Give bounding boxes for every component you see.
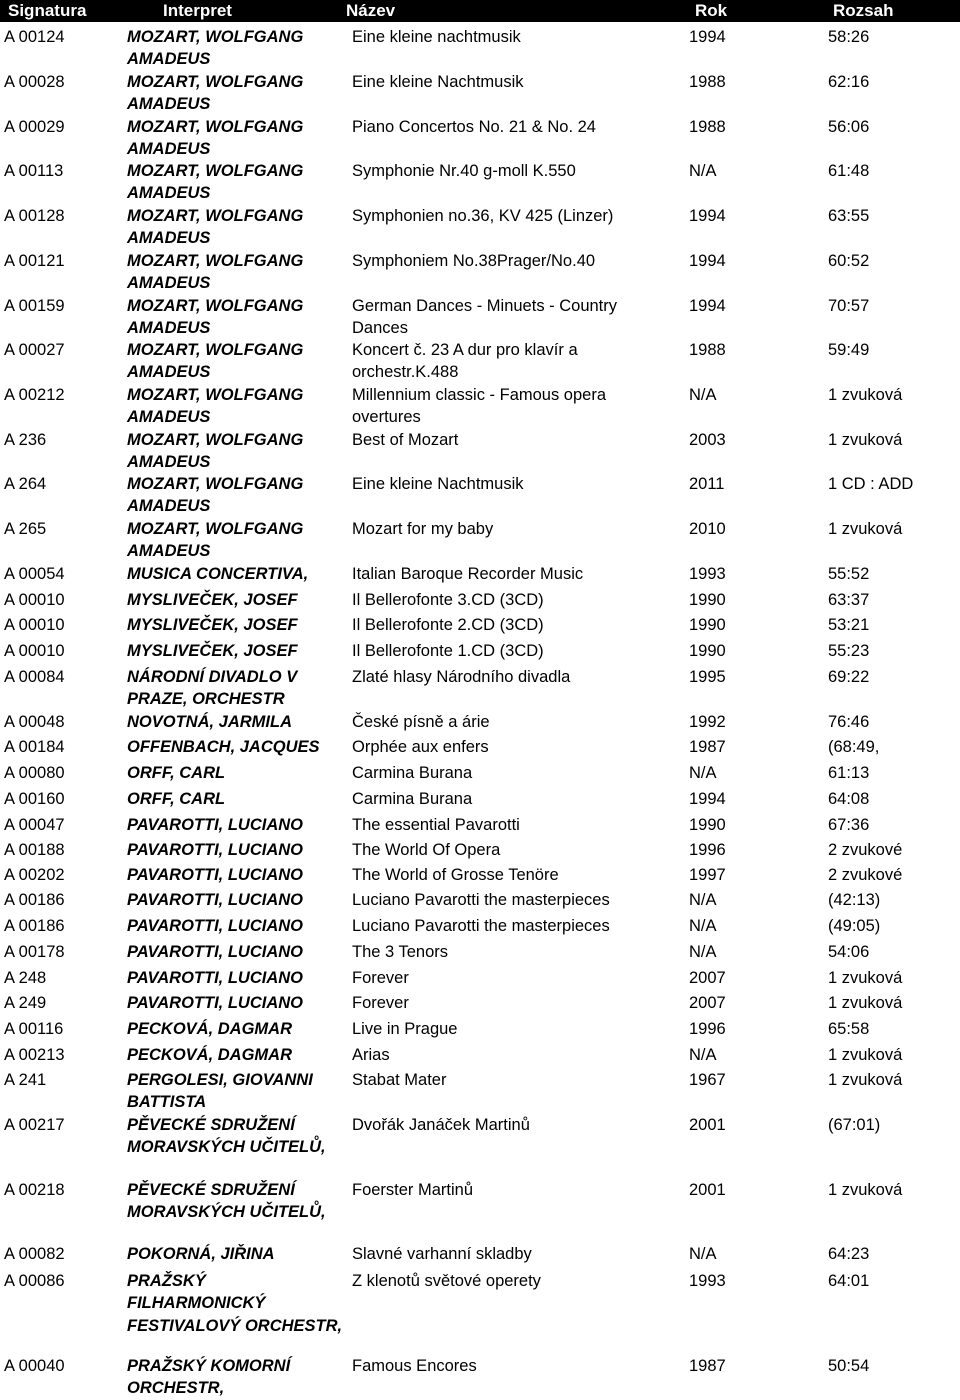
header-rok: Rok <box>695 1 728 20</box>
cell-rozsah: 61:13 <box>828 764 870 782</box>
cell-interpret: MOZART, WOLFGANG AMADEUS <box>127 297 304 338</box>
cell-interpret: PAVAROTTI, LUCIANO <box>127 994 303 1012</box>
cell-signatura: A 00116 <box>4 1020 64 1038</box>
cell-signatura: A 00178 <box>4 943 65 961</box>
cell-rozsah: 69:22 <box>828 668 870 686</box>
cell-rok: 1993 <box>689 1272 726 1290</box>
cell-signatura: A 265 <box>4 520 47 538</box>
cell-interpret: MOZART, WOLFGANG AMADEUS <box>127 431 304 472</box>
cell-rok: 2007 <box>689 969 726 987</box>
cell-nazev: Carmina Burana <box>352 790 473 808</box>
cell-nazev: Eine kleine Nachtmusik <box>352 475 524 493</box>
cell-nazev: Millennium classic - Famous opera overtures <box>352 386 607 427</box>
cell-rozsah: 61:48 <box>828 162 870 180</box>
cell-rok: 1992 <box>689 713 726 731</box>
cell-interpret: NOVOTNÁ, JARMILA <box>127 713 292 731</box>
cell-rok: N/A <box>689 386 717 404</box>
cell-signatura: A 00159 <box>4 297 65 315</box>
cell-rok: 1996 <box>689 841 726 859</box>
cell-nazev: Symphoniem No.38Prager/No.40 <box>352 252 596 270</box>
cell-interpret: PAVAROTTI, LUCIANO <box>127 841 303 859</box>
cell-nazev: Il Bellerofonte 2.CD (3CD) <box>352 616 544 634</box>
cell-nazev: Forever <box>352 969 409 987</box>
cell-interpret: MYSLIVEČEK, JOSEF <box>127 591 298 609</box>
cell-signatura: A 236 <box>4 431 47 449</box>
cell-rozsah: 59:49 <box>828 341 870 359</box>
cell-rozsah: 1 zvuková <box>828 1046 903 1064</box>
cell-rok: 1988 <box>689 118 726 136</box>
cell-rok: 1997 <box>689 866 726 884</box>
cell-signatura: A 00124 <box>4 28 65 46</box>
cell-nazev: Symphonie Nr.40 g-moll K.550 <box>352 162 576 180</box>
cell-rok: 1990 <box>689 816 726 834</box>
cell-nazev: Famous Encores <box>352 1357 477 1375</box>
cell-interpret: MOZART, WOLFGANG AMADEUS <box>127 252 304 293</box>
cell-nazev: Z klenotů světové operety <box>352 1272 541 1290</box>
cell-rok: 2003 <box>689 431 726 449</box>
cell-nazev: Forever <box>352 994 409 1012</box>
cell-signatura: A 00188 <box>4 841 65 859</box>
cell-interpret: PAVAROTTI, LUCIANO <box>127 816 303 834</box>
cell-nazev: The World of Grosse Tenöre <box>352 866 559 884</box>
cell-signatura: A 241 <box>4 1071 47 1089</box>
cell-interpret: PRAŽSKÝ FILHARMONICKÝ FESTIVALOVÝ ORCHESTR, <box>127 1272 343 1335</box>
cell-rozsah: 1 zvuková <box>828 520 903 538</box>
cell-rozsah: 53:21 <box>828 616 870 634</box>
cell-nazev: České písně a árie <box>352 713 490 731</box>
cell-rozsah: 55:52 <box>828 565 870 583</box>
cell-signatura: A 00218 <box>4 1181 65 1199</box>
cell-signatura: A 00113 <box>4 162 64 180</box>
cell-rozsah: 1 CD : ADD <box>828 475 914 493</box>
cell-interpret: MOZART, WOLFGANG AMADEUS <box>127 386 304 427</box>
cell-nazev: Live in Prague <box>352 1020 458 1038</box>
cell-rok: 2010 <box>689 520 726 538</box>
cell-signatura: A 00054 <box>4 565 65 583</box>
cell-rok: 1990 <box>689 642 726 660</box>
cell-rok: N/A <box>689 162 717 180</box>
cell-nazev: Il Bellerofonte 1.CD (3CD) <box>352 642 544 660</box>
cell-nazev: Dvořák Janáček Martinů <box>352 1116 530 1134</box>
cell-nazev: Eine kleine Nachtmusik <box>352 73 524 91</box>
cell-nazev: Luciano Pavarotti the masterpieces <box>352 891 610 909</box>
cell-rok: 1988 <box>689 341 726 359</box>
cell-interpret: OFFENBACH, JACQUES <box>127 738 320 756</box>
cell-signatura: A 00186 <box>4 891 65 909</box>
cell-interpret: MOZART, WOLFGANG AMADEUS <box>127 28 304 69</box>
cell-rozsah: 63:37 <box>828 591 870 609</box>
cell-signatura: A 00029 <box>4 118 65 136</box>
cell-rok: 1996 <box>689 1020 726 1038</box>
cell-interpret: ORFF, CARL <box>127 790 226 808</box>
cell-interpret: PRAŽSKÝ KOMORNÍ ORCHESTR, <box>127 1357 291 1398</box>
cell-interpret: MOZART, WOLFGANG AMADEUS <box>127 207 304 248</box>
cell-rok: 1967 <box>689 1071 726 1089</box>
cell-nazev: Il Bellerofonte 3.CD (3CD) <box>352 591 544 609</box>
cell-rozsah: 63:55 <box>828 207 870 225</box>
cell-rozsah: 1 zvuková <box>828 1071 903 1089</box>
cell-rozsah: 65:58 <box>828 1020 870 1038</box>
cell-rozsah: 76:46 <box>828 713 870 731</box>
cell-nazev: Italian Baroque Recorder Music <box>352 565 584 583</box>
cell-rok: 2001 <box>689 1181 726 1199</box>
cell-interpret: MYSLIVEČEK, JOSEF <box>127 642 298 660</box>
cell-rozsah: 1 zvuková <box>828 431 903 449</box>
cell-signatura: A 00128 <box>4 207 65 225</box>
cell-nazev: Orphée aux enfers <box>352 738 489 756</box>
cell-rozsah: 1 zvuková <box>828 386 903 404</box>
cell-interpret: PERGOLESI, GIOVANNI BATTISTA <box>127 1071 313 1112</box>
cell-signatura: A 00010 <box>4 616 65 634</box>
cell-signatura: A 00040 <box>4 1357 65 1375</box>
cell-nazev: Foerster Martinů <box>352 1181 474 1199</box>
cell-nazev: Zlaté hlasy Národního divadla <box>352 668 571 686</box>
cell-nazev: Eine kleine nachtmusik <box>352 28 521 46</box>
cell-rok: 2007 <box>689 994 726 1012</box>
cell-nazev: Mozart for my baby <box>352 520 494 538</box>
cell-signatura: A 00010 <box>4 642 65 660</box>
cell-interpret: PAVAROTTI, LUCIANO <box>127 891 303 909</box>
cell-rok: 1987 <box>689 1357 726 1375</box>
cell-interpret: POKORNÁ, JIŘINA <box>127 1245 275 1263</box>
cell-signatura: A 248 <box>4 969 47 987</box>
cell-rok: N/A <box>689 1046 717 1064</box>
cell-rozsah: 64:01 <box>828 1272 870 1290</box>
cell-rozsah: 70:57 <box>828 297 870 315</box>
cell-rok: 1990 <box>689 591 726 609</box>
cell-signatura: A 00047 <box>4 816 65 834</box>
cell-rozsah: 64:08 <box>828 790 870 808</box>
cell-signatura: A 00184 <box>4 738 65 756</box>
cell-rok: 1990 <box>689 616 726 634</box>
cell-nazev: Best of Mozart <box>352 431 459 449</box>
cell-rok: 1988 <box>689 73 726 91</box>
cell-signatura: A 00028 <box>4 73 65 91</box>
cell-interpret: MOZART, WOLFGANG AMADEUS <box>127 73 304 114</box>
cell-rozsah: 67:36 <box>828 816 870 834</box>
cell-rozsah: 56:06 <box>828 118 870 136</box>
header-rozsah: Rozsah <box>833 1 894 20</box>
cell-signatura: A 00048 <box>4 713 65 731</box>
cell-interpret: MOZART, WOLFGANG AMADEUS <box>127 475 304 516</box>
cell-signatura: A 00080 <box>4 764 65 782</box>
cell-rok: N/A <box>689 764 717 782</box>
cell-interpret: MYSLIVEČEK, JOSEF <box>127 616 298 634</box>
cell-signatura: A 00027 <box>4 341 65 359</box>
cell-rozsah: 54:06 <box>828 943 870 961</box>
cell-rok: N/A <box>689 1245 717 1263</box>
cell-signatura: A 264 <box>4 475 47 493</box>
cell-rozsah: 64:23 <box>828 1245 870 1263</box>
cell-signatura: A 00212 <box>4 386 65 404</box>
cell-signatura: A 00010 <box>4 591 65 609</box>
cell-nazev: Carmina Burana <box>352 764 473 782</box>
cell-rozsah: 1 zvuková <box>828 1181 903 1199</box>
cell-signatura: A 00121 <box>4 252 65 270</box>
cell-nazev: Luciano Pavarotti the masterpieces <box>352 917 610 935</box>
cell-nazev: Koncert č. 23 A dur pro klavír a orchestr.K.488 <box>352 341 578 382</box>
cell-interpret: MOZART, WOLFGANG AMADEUS <box>127 520 304 561</box>
cell-nazev: Slavné varhanní skladby <box>352 1245 532 1263</box>
header-interpret: Interpret <box>163 1 232 20</box>
cell-interpret: PĚVECKÉ SDRUŽENÍ MORAVSKÝCH UČITELŮ, <box>127 1181 326 1222</box>
cell-interpret: PAVAROTTI, LUCIANO <box>127 917 303 935</box>
cell-rok: 1994 <box>689 790 726 808</box>
header-nazev: Název <box>346 1 396 20</box>
cell-interpret: PECKOVÁ, DAGMAR <box>127 1020 293 1038</box>
cell-nazev: Stabat Mater <box>352 1071 447 1089</box>
cell-nazev: The essential Pavarotti <box>352 816 520 834</box>
cell-signatura: A 00186 <box>4 917 65 935</box>
cell-rok: 1987 <box>689 738 726 756</box>
header-signatura: Signatura <box>8 1 87 20</box>
cell-nazev: German Dances - Minuets - Country Dances <box>352 297 618 338</box>
cell-rozsah: 50:54 <box>828 1357 870 1375</box>
cell-nazev: The World Of Opera <box>352 841 501 859</box>
cell-rozsah: 62:16 <box>828 73 870 91</box>
cell-rok: 1993 <box>689 565 726 583</box>
cell-rozsah: 1 zvuková <box>828 969 903 987</box>
cell-interpret: MOZART, WOLFGANG AMADEUS <box>127 118 304 159</box>
cell-rozsah: 2 zvukové <box>828 866 903 884</box>
cell-signatura: A 00084 <box>4 668 65 686</box>
cell-interpret: PĚVECKÉ SDRUŽENÍ MORAVSKÝCH UČITELŮ, <box>127 1116 326 1157</box>
cell-interpret: MOZART, WOLFGANG AMADEUS <box>127 341 304 382</box>
cell-signatura: A 00213 <box>4 1046 65 1064</box>
cell-signatura: A 00160 <box>4 790 65 808</box>
cell-signatura: A 00082 <box>4 1245 65 1263</box>
cell-rok: 1995 <box>689 668 726 686</box>
cell-rok: N/A <box>689 943 717 961</box>
cell-interpret: PAVAROTTI, LUCIANO <box>127 943 303 961</box>
cell-rozsah: 1 zvuková <box>828 994 903 1012</box>
cell-signatura: A 00202 <box>4 866 65 884</box>
cell-nazev: Piano Concertos No. 21 & No. 24 <box>352 118 596 136</box>
cell-signatura: A 00086 <box>4 1272 65 1290</box>
cell-interpret: MUSICA CONCERTIVA, <box>127 565 309 583</box>
cell-rok: 1994 <box>689 207 726 225</box>
cell-nazev: Arias <box>352 1046 390 1064</box>
cell-rozsah: (68:49, <box>828 738 880 756</box>
cell-rok: 1994 <box>689 252 726 270</box>
cell-nazev: The 3 Tenors <box>352 943 449 961</box>
cell-interpret: ORFF, CARL <box>127 764 226 782</box>
cell-rok: 2001 <box>689 1116 726 1134</box>
cell-interpret: PECKOVÁ, DAGMAR <box>127 1046 293 1064</box>
cell-rok: 1994 <box>689 297 726 315</box>
cell-rok: 2011 <box>689 475 725 493</box>
cell-signatura: A 249 <box>4 994 47 1012</box>
cell-rok: 1994 <box>689 28 726 46</box>
cell-rozsah: (49:05) <box>828 917 881 935</box>
cell-rozsah: (42:13) <box>828 891 881 909</box>
cell-interpret: PAVAROTTI, LUCIANO <box>127 969 303 987</box>
cell-rozsah: 58:26 <box>828 28 870 46</box>
cell-rozsah: (67:01) <box>828 1116 881 1134</box>
cell-signatura: A 00217 <box>4 1116 65 1134</box>
cell-rozsah: 60:52 <box>828 252 870 270</box>
cell-rozsah: 2 zvukové <box>828 841 903 859</box>
cell-interpret: MOZART, WOLFGANG AMADEUS <box>127 162 304 203</box>
cell-interpret: NÁRODNÍ DIVADLO V PRAZE, ORCHESTR <box>127 668 298 709</box>
cell-rok: N/A <box>689 917 717 935</box>
cell-nazev: Symphonien no.36, KV 425 (Linzer) <box>352 207 614 225</box>
cell-rok: N/A <box>689 891 717 909</box>
cell-rozsah: 55:23 <box>828 642 870 660</box>
cell-interpret: PAVAROTTI, LUCIANO <box>127 866 303 884</box>
